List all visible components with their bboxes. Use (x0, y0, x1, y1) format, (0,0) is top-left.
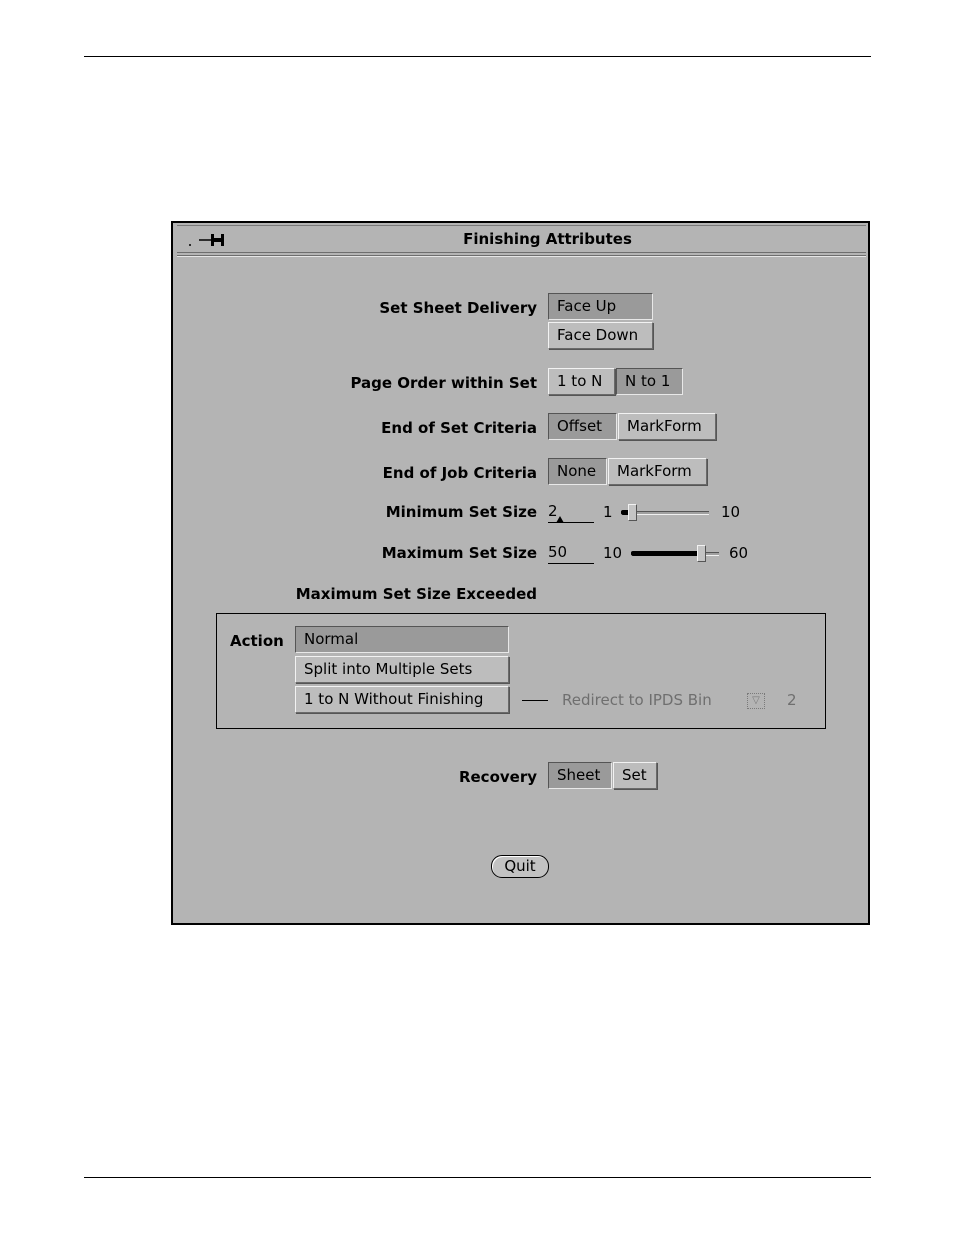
n-to-one-button[interactable]: N to 1 (616, 368, 683, 395)
max-set-size-label: Maximum Set Size (381, 544, 537, 562)
face-up-button[interactable]: Face Up (548, 293, 653, 320)
min-set-size-field[interactable] (548, 502, 594, 523)
set-button[interactable]: Set (613, 762, 657, 789)
end-of-set-label: End of Set Criteria (381, 419, 537, 437)
min-slider-max: 10 (721, 503, 741, 521)
min-set-size-label: Minimum Set Size (385, 503, 537, 521)
page-bottom-rule (84, 1177, 871, 1178)
max-slider-min: 10 (603, 544, 623, 562)
none-button[interactable]: None (548, 458, 607, 485)
min-set-size-value: 2 (548, 502, 558, 520)
title-bar[interactable] (177, 225, 866, 254)
page-order-label: Page Order within Set (350, 374, 537, 392)
max-slider-max: 60 (729, 544, 749, 562)
normal-button[interactable]: Normal (295, 626, 509, 653)
redirect-label: Redirect to IPDS Bin (562, 691, 712, 709)
max-set-size-field[interactable] (548, 543, 594, 564)
end-of-job-label: End of Job Criteria (382, 464, 537, 482)
sheet-button[interactable]: Sheet (548, 762, 612, 789)
exceeded-heading: Maximum Set Size Exceeded (295, 585, 537, 603)
end-of-set-markform-button[interactable]: MarkForm (618, 413, 716, 440)
offset-button[interactable]: Offset (548, 413, 617, 440)
one-to-n-no-finishing-button[interactable]: 1 to N Without Finishing (295, 686, 509, 713)
redirect-connector (522, 700, 548, 701)
action-label: Action (230, 632, 284, 650)
quit-button[interactable]: Quit (491, 855, 549, 878)
redirect-menu-icon[interactable]: ▽ (747, 693, 765, 709)
redirect-bin-value: 2 (787, 691, 797, 709)
max-slider-fill (631, 551, 701, 556)
finishing-attributes-window (171, 221, 870, 925)
min-slider-min: 1 (603, 503, 613, 521)
one-to-n-button[interactable]: 1 to N (548, 368, 615, 395)
max-set-size-value: 50 (548, 543, 568, 561)
window-title: Finishing Attributes (463, 230, 632, 248)
exceeded-group (216, 613, 826, 729)
end-of-job-markform-button[interactable]: MarkForm (608, 458, 707, 485)
face-down-button[interactable]: Face Down (548, 322, 653, 349)
text-caret-icon (556, 516, 564, 523)
page-top-rule (84, 56, 871, 57)
min-slider-thumb[interactable] (628, 504, 637, 521)
max-slider-thumb[interactable] (697, 545, 706, 562)
split-sets-button[interactable]: Split into Multiple Sets (295, 656, 509, 683)
recovery-label: Recovery (458, 768, 537, 786)
set-sheet-delivery-label: Set Sheet Delivery (379, 299, 537, 317)
